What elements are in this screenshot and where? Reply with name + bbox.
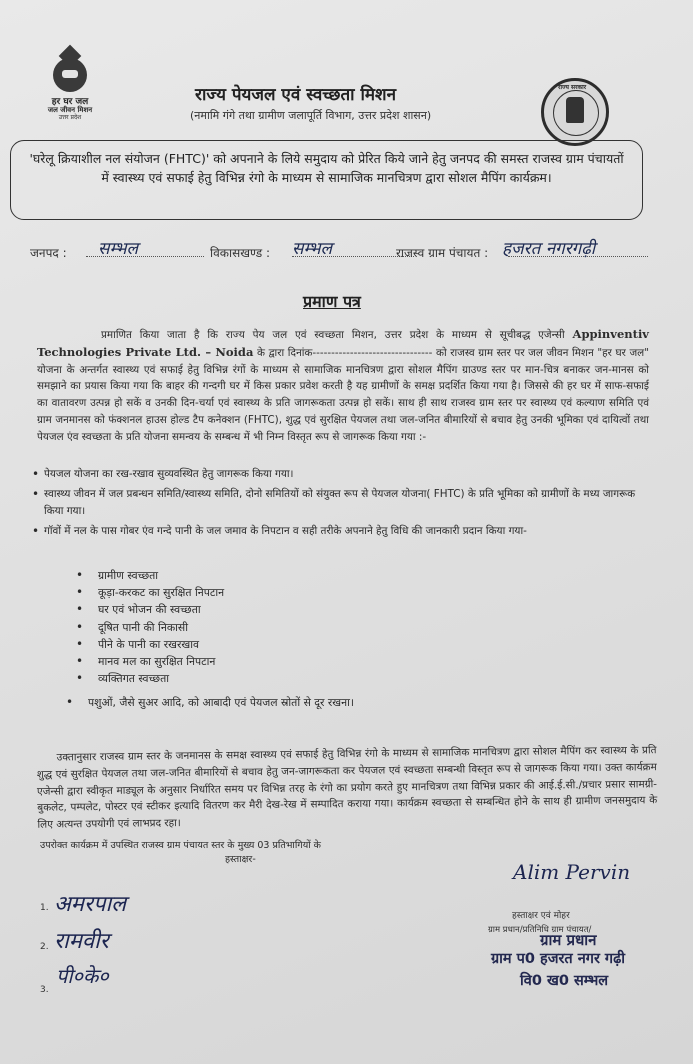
list-item: • स्वास्थ्य जीवन में जल प्रबन्धन समिति/स्वास्थ्य समिति, दोनो समितियों को संयुक्त रूप से पेयजल योजना( FHTC) के प्रति भूमिका को ग्रामीणों के मध्य जागरूक किया गया। xyxy=(30,486,650,520)
district-label: जनपद : xyxy=(30,246,67,260)
logo-text-2: जल जीवन मिशन xyxy=(47,106,93,114)
participant-number-1: 1. xyxy=(40,903,49,913)
participant-number-3: 3. xyxy=(40,985,49,995)
participant-signature-1: अमरपाल xyxy=(54,892,127,917)
list-item: • घर एवं भोजन की स्वच्छता xyxy=(76,601,636,618)
water-drop-icon xyxy=(53,58,87,92)
para1-body: के द्वारा दिनांक-------------------------------- को राजस्व ग्राम स्तर पर जल जीवन मिशन "हर घर जल" योजना के अन्तर्गत स्वास्थ्य एवं सफाई हेतु विभिन्न रंगों के माध्यम से सामाजिक मानचित्रण द्वारा सोशल मैपिंग ग्राउण्ड स्तर पर मान-चित्र बनाकर जन-मानस को समझाने का प्रयास किया गया कि बाहर की गन्दगी घर में किस प्रकार प्रवेश करती है यह ग्रामीणों के समक्ष प्रदर्शित किया गया है। जिससे की हर घर में साफ-सफाई का वातावरण उत्पन्न हो सकें व उनकी दिन-चर्या एवं स्वास्थ्य के प्रति जागरूकता उत्पन्न हो सकें। साथ ही साथ राजस्व ग्राम स्तर पर स्वास्थ्य एवं कल्याण समिति एवं ग्राम जनमानस को फंक्शनल हाउस होल्ड टैप कनेक्शन (FHTC), शुद्ध एवं सुरक्षित पेयजल तथा जल-जनित बीमारियों से बचाव हेतु उनकी भूमिका एवं दायित्वों तथा पेयजल एंव स्वच्छता के प्रति योजना समन्वय के सम्बन्ध में भी निम्न विस्तृत रूप से जागरूक किया गया :- xyxy=(37,346,649,443)
list-item: • पीने के पानी का रखरखाव xyxy=(76,636,636,653)
panchayat-label: राजस्व ग्राम पंचायत : xyxy=(396,246,489,260)
list-item: • ग्रामीण स्वच्छता xyxy=(76,567,636,584)
state-seal-emblem xyxy=(541,78,609,146)
district-value: सम्भल xyxy=(98,239,139,259)
list-item: • व्यक्तिगत स्वच्छता xyxy=(76,670,636,687)
list-item: • पेयजल योजना का रख-रखाव सुव्यवस्थित हेतु जागरूक किया गया। xyxy=(30,466,650,483)
jal-jeevan-mission-logo xyxy=(30,58,110,121)
mission-title: राज्य पेयजल एवं स्वच्छता मिशन xyxy=(195,85,397,105)
list-item: • गॉवों में नल के पास गोबर एंव गन्दे पानी के जल जमाव के निपटान व सही तरीके अपनाने हेतु विधि की जानकारी प्रदान किया गया- xyxy=(30,523,650,540)
pradhan-stamp-line-2: ग्राम प0 हजरत नगर गढ़ी xyxy=(491,951,625,967)
participant-number-2: 2. xyxy=(40,942,49,952)
signatures-label: हस्ताक्षर- xyxy=(225,854,256,865)
list-item: • मानव मल का सुरक्षित निपटान xyxy=(76,653,636,670)
block-label: विकासखण्ड : xyxy=(210,246,271,260)
pradhan-designation-label: ग्राम प्रधान/प्रतिनिधि ग्राम पंचायत/ xyxy=(488,925,592,935)
list-item: • पशुओं, जैसे सुअर आदि, को आबादी एवं पेयजल स्रोतों से दूर रखना। xyxy=(66,694,626,711)
awareness-bullet-list xyxy=(30,466,650,543)
list-item: • दूषित पानी की निकासी xyxy=(76,619,636,636)
logo-text-1: हर घर जल xyxy=(51,97,89,107)
pradhan-stamp-line-1: ग्राम प्रधान xyxy=(540,931,597,949)
block-value: सम्भल xyxy=(292,239,333,259)
sanitation-topic-list xyxy=(76,567,636,712)
pradhan-stamp-line-3: वि0 ख0 सम्भल xyxy=(520,973,609,989)
para1-lead: प्रमाणित किया जाता है कि राज्य पेय जल एवं स्वच्छता मिशन, उत्तर प्रदेश के माध्यम से सूचीबद्ध एजेन्सी xyxy=(101,329,565,341)
participant-signature-3: पी०के० xyxy=(56,964,109,988)
logo-text-3: उत्तर प्रदेश xyxy=(58,113,82,121)
program-title-box: 'घरेलू क्रियाशील नल संयोजन (FHTC)' को अपनाने के लिये समुदाय को प्रेरित किये जाने हेतु जनपद की समस्त राजस्व ग्राम पंचायतों में स्वास्थ्य एवं सफाई हेतु विभिन्न रंगो के माध्यम से सामाजिक मानचित्रण द्वारा सोशल मैपिंग कार्यक्रम। xyxy=(10,140,643,220)
seal-text: राज्य सरकार xyxy=(558,84,587,91)
emblem-icon xyxy=(566,97,584,123)
signature-and-seal-label: हस्ताक्षर एवं मोहर xyxy=(512,911,570,921)
participant-signature-2: रामवीर xyxy=(54,929,109,954)
participants-heading-line: उपरोक्त कार्यक्रम में उपस्थित राजस्व ग्राम पंचायत स्तर के मुख्य 03 प्रतिभागियों के xyxy=(40,840,321,851)
para2-text: उक्तानुसार राजस्व ग्राम स्तर के जनमानस के समक्ष स्वास्थ्य एवं सफाई हेतु विभिन्न रंगो के माध्यम से सामाजिक मानचित्रण द्वारा सोशल मैपिंग कर स्वास्थ्य के प्रति शुद्ध एवं सुरक्षित पेयजल तथा जल-जनित बीमारियों से बचाव हेतु जन-जागरूकता कर पेयजल एवं स्वच्छता सम्बन्धी विस्तृत रूप से जागरूक किया गया। उक्त कार्यक्रम एजेन्सी द्वारा स्वीकृत माड्यूल के अनुसार निर्धारित समय पर विभिन्न तरह के रंगो का प्रयोग करते हुए मानचित्रण तथा विभिन्न प्रकार की आई.ई.सी./प्रचार प्रसार सामग्री-बुकलेट, पम्पलेट, पोस्टर एवं स्टीकर इत्यादि वितरण कर मैरी देख-रेख में सम्पादित कराया गया। कार्यक्रम स्वच्छता से सम्बन्धित होने के साथ ही ग्रामीण जनसमुदाय के लिए अत्यन्त उपयोगी एवं लाभप्रद रहा। xyxy=(36,744,658,831)
list-item: • कूड़ा-करकट का सुरक्षित निपटान xyxy=(76,584,636,601)
agency-name: Appinventiv Technologies Private Ltd. – Noida xyxy=(37,327,649,359)
certificate-paragraph-2 xyxy=(37,742,658,834)
pradhan-signature: Alim Pervin xyxy=(513,860,631,884)
certificate-title: प्रमाण पत्र xyxy=(303,292,361,311)
certificate-paragraph-1 xyxy=(37,326,649,446)
mission-subtitle: (नमामि गंगे तथा ग्रामीण जलापूर्ति विभाग, उत्तर प्रदेश शासन) xyxy=(190,109,432,122)
panchayat-value: हजरत नगरगढ़ी xyxy=(502,239,596,259)
participants-signature-heading xyxy=(40,839,440,867)
